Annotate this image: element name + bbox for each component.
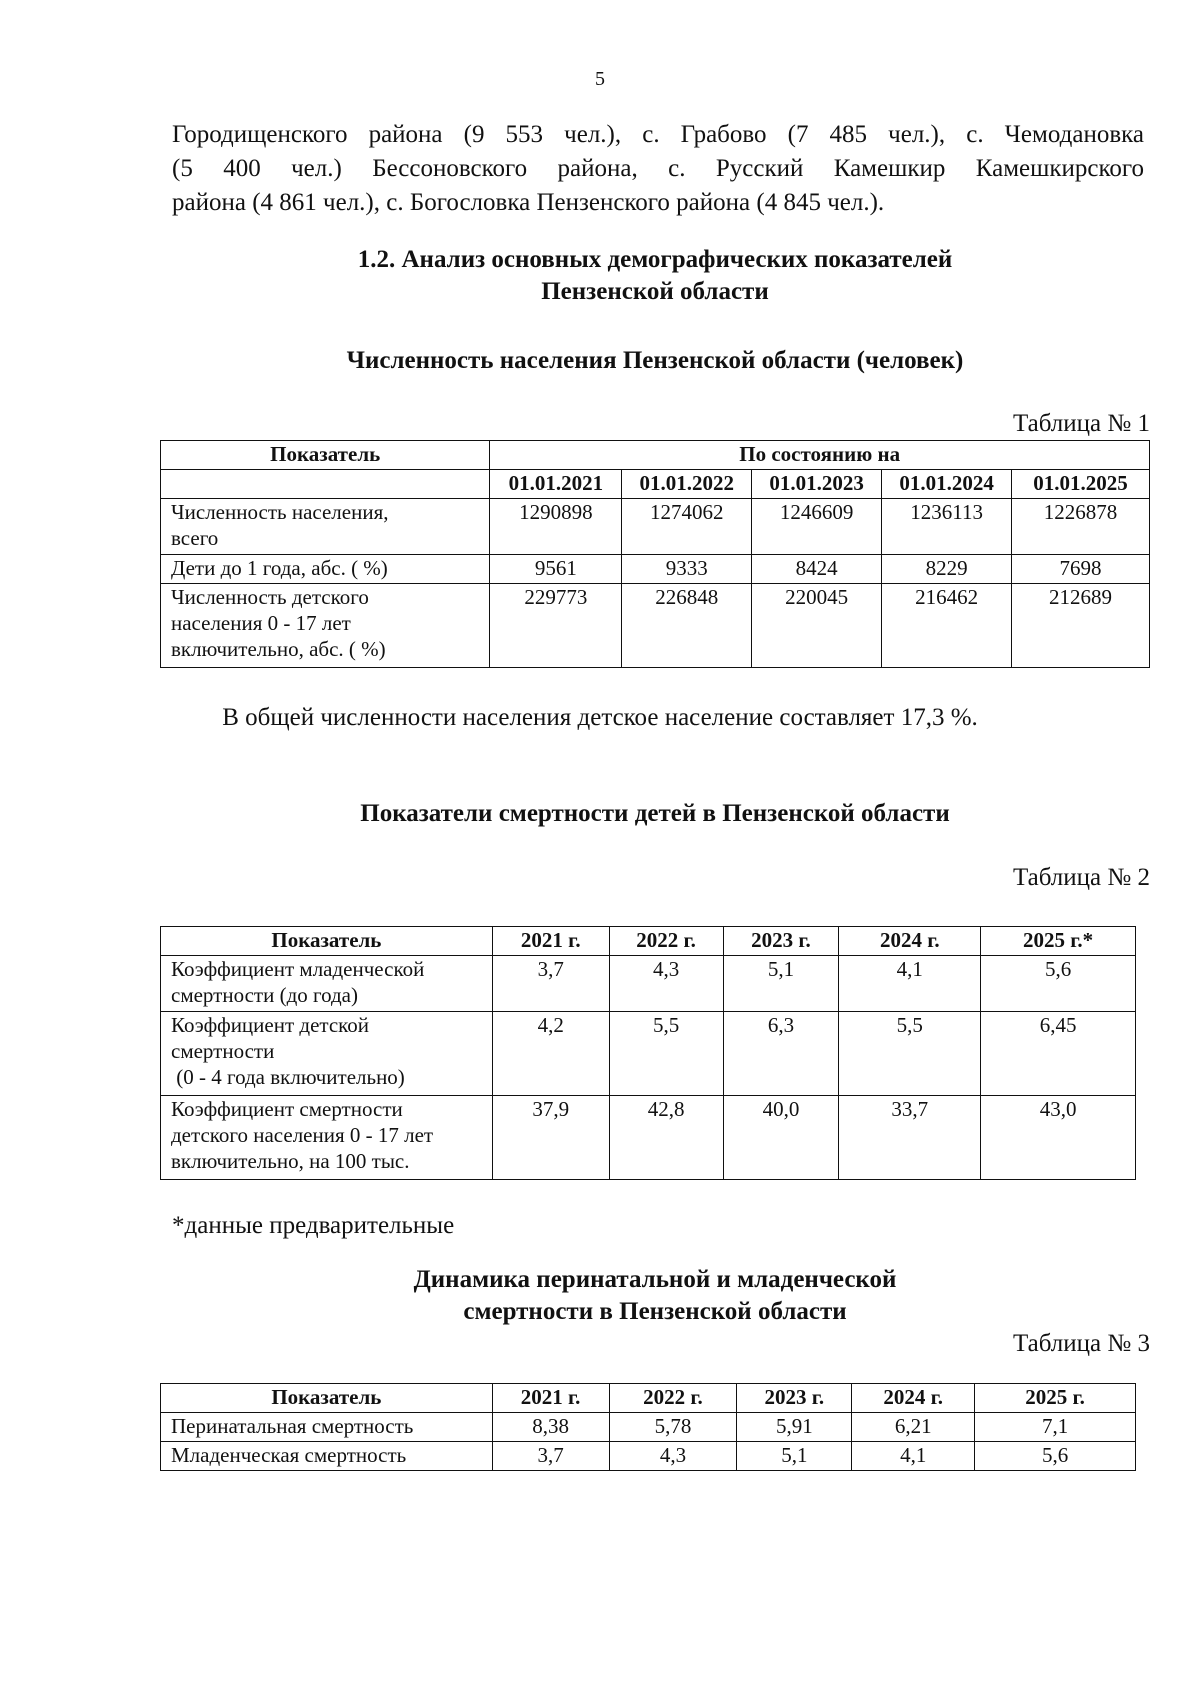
table-row xyxy=(161,1413,1136,1442)
table-cell: 43,0 xyxy=(981,1096,1136,1180)
table-cell: 8,38 xyxy=(492,1413,609,1442)
table1-header-group: По состоянию на xyxy=(490,441,1150,470)
table3-column-header: 2021 г. xyxy=(492,1384,609,1413)
table-cell: 33,7 xyxy=(839,1096,981,1180)
table-cell: 5,91 xyxy=(737,1413,852,1442)
row-label: Дети до 1 года, абс. ( %) xyxy=(161,555,490,584)
intro-line: района (4 861 чел.), с. Богословка Пензенского района (4 845 чел.). xyxy=(172,189,885,216)
table-cell: 9561 xyxy=(490,555,622,584)
row-label: Перинатальная смертность xyxy=(161,1413,493,1442)
table2-header-indicator: Показатель xyxy=(161,927,493,956)
table2-title: Показатели смертности детей в Пензенской области xyxy=(360,800,950,827)
table3-title xyxy=(160,1264,1150,1328)
table2-footnote: *данные предварительные xyxy=(172,1212,455,1239)
table3-column-header: 2024 г. xyxy=(852,1384,975,1413)
table-cell: 5,6 xyxy=(975,1442,1136,1471)
table-cell: 40,0 xyxy=(723,1096,839,1180)
table1-caption: Таблица № 1 xyxy=(1012,410,1150,437)
section-title xyxy=(160,244,1150,308)
table3-header-indicator: Показатель xyxy=(161,1384,493,1413)
table-row xyxy=(161,1442,1136,1471)
table-row xyxy=(161,1012,1136,1096)
table-cell: 42,8 xyxy=(609,1096,723,1180)
table-cell: 1236113 xyxy=(882,499,1012,555)
table1-column-header: 01.01.2025 xyxy=(1012,470,1150,499)
section-title-line: 1.2. Анализ основных демографических показателей xyxy=(357,246,953,273)
table3-column-header: 2022 г. xyxy=(609,1384,737,1413)
table-cell: 7698 xyxy=(1012,555,1150,584)
table-cell: 4,3 xyxy=(609,956,723,1012)
table1-column-header: 01.01.2021 xyxy=(490,470,622,499)
table-cell: 5,5 xyxy=(839,1012,981,1096)
table-cell: 6,45 xyxy=(981,1012,1136,1096)
table2-column-header: 2024 г. xyxy=(839,927,981,956)
table-row xyxy=(161,1096,1136,1180)
table-row xyxy=(161,499,1150,555)
table-cell: 1246609 xyxy=(752,499,882,555)
table-cell: 8229 xyxy=(882,555,1012,584)
page-number: 5 xyxy=(595,68,605,90)
table1-header-blank xyxy=(161,470,490,499)
table3-title-line: Динамика перинатальной и младенческой xyxy=(413,1266,897,1293)
table-cell: 6,3 xyxy=(723,1012,839,1096)
table1-header-indicator: Показатель xyxy=(161,441,490,470)
perinatal-mortality-table xyxy=(160,1383,1136,1471)
population-table xyxy=(160,440,1150,668)
table-cell: 8424 xyxy=(752,555,882,584)
table-cell: 226848 xyxy=(622,584,752,668)
table-cell: 4,3 xyxy=(609,1442,737,1471)
table-row xyxy=(161,584,1150,668)
table3-column-header: 2023 г. xyxy=(737,1384,852,1413)
child-mortality-table xyxy=(160,926,1136,1180)
row-label: Коэффициент младенческой смертности (до года) xyxy=(161,956,493,1012)
table-cell: 5,6 xyxy=(981,956,1136,1012)
table-cell: 4,1 xyxy=(839,956,981,1012)
table-cell: 1274062 xyxy=(622,499,752,555)
table-cell: 7,1 xyxy=(975,1413,1136,1442)
table1-column-header: 01.01.2023 xyxy=(752,470,882,499)
table3-column-header: 2025 г. xyxy=(975,1384,1136,1413)
table-cell: 4,1 xyxy=(852,1442,975,1471)
intro-line: (5 400 чел.) Бессоновского района, с. Русский Камешкир Камешкирского xyxy=(172,155,1144,182)
table3-caption: Таблица № 3 xyxy=(1012,1330,1150,1357)
row-label: Численность населения, всего xyxy=(161,499,490,555)
table-cell: 6,21 xyxy=(852,1413,975,1442)
table-cell: 3,7 xyxy=(492,956,609,1012)
table-cell: 229773 xyxy=(490,584,622,668)
table-cell: 37,9 xyxy=(492,1096,609,1180)
row-label: Коэффициент детской смертности (0 - 4 года включительно) xyxy=(161,1012,493,1096)
table-cell: 4,2 xyxy=(492,1012,609,1096)
intro-line: Городищенского района (9 553 чел.), с. Грабово (7 485 чел.), с. Чемодановка xyxy=(172,121,1144,148)
table-row xyxy=(161,555,1150,584)
table2-column-header: 2025 г.* xyxy=(981,927,1136,956)
table-cell: 212689 xyxy=(1012,584,1150,668)
table-cell: 1290898 xyxy=(490,499,622,555)
row-label: Младенческая смертность xyxy=(161,1442,493,1471)
table2-column-header: 2021 г. xyxy=(492,927,609,956)
summary-text: В общей численности населения детское население составляет 17,3 %. xyxy=(222,704,978,731)
table-cell: 220045 xyxy=(752,584,882,668)
table-cell: 3,7 xyxy=(492,1442,609,1471)
table-cell: 5,5 xyxy=(609,1012,723,1096)
table-cell: 1226878 xyxy=(1012,499,1150,555)
table-cell: 216462 xyxy=(882,584,1012,668)
section-title-line: Пензенской области xyxy=(541,278,769,305)
table-cell: 5,78 xyxy=(609,1413,737,1442)
table-cell: 9333 xyxy=(622,555,752,584)
table3-title-line: смертности в Пензенской области xyxy=(463,1298,847,1325)
table2-caption: Таблица № 2 xyxy=(1012,864,1150,891)
row-label: Численность детского населения 0 - 17 лет включительно, абс. ( %) xyxy=(161,584,490,668)
table-cell: 5,1 xyxy=(737,1442,852,1471)
table-row xyxy=(161,956,1136,1012)
table-cell: 5,1 xyxy=(723,956,839,1012)
intro-paragraph xyxy=(172,118,1144,220)
table1-column-header: 01.01.2024 xyxy=(882,470,1012,499)
table1-title: Численность населения Пензенской области (человек) xyxy=(346,347,964,374)
table2-column-header: 2022 г. xyxy=(609,927,723,956)
row-label: Коэффициент смертности детского населения 0 - 17 лет включительно, на 100 тыс. xyxy=(161,1096,493,1180)
table1-column-header: 01.01.2022 xyxy=(622,470,752,499)
table2-column-header: 2023 г. xyxy=(723,927,839,956)
